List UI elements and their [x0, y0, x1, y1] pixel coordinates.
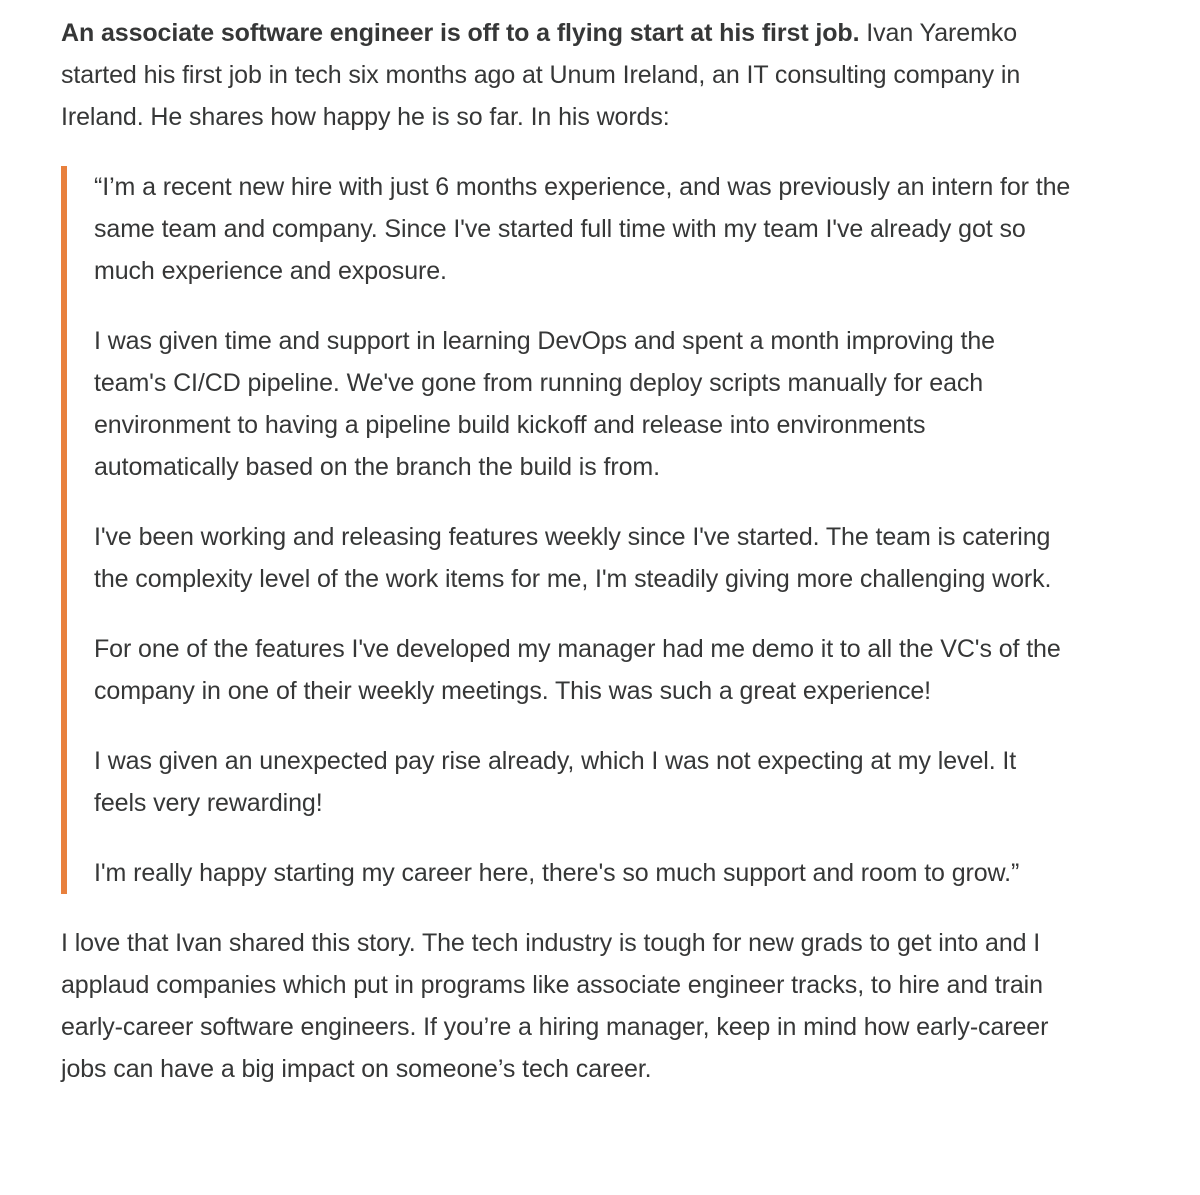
quote-paragraph: I'm really happy starting my career here, there's so much support and room to grow.”	[94, 859, 1020, 887]
testimonial-quote	[61, 166, 1074, 894]
quote-paragraph: I was given an unexpected pay rise already, which I was not expecting at my level. It feels very rewarding!	[94, 747, 1017, 817]
closing-paragraph: I love that Ivan shared this story. The tech industry is tough for new grads to get into and I applaud companies which put in programs like associate engineer tracks, to hire and train early-career software engineers. If you’re a hiring manager, keep in mind how early-career jobs can have a big impact on someone’s tech career.	[61, 929, 1049, 1083]
quote-paragraph: For one of the features I've developed my manager had me demo it to all the VC's of the company in one of their weekly meetings. This was such a great experience!	[94, 635, 1061, 705]
intro-lead: An associate software engineer is off to a flying start at his first job.	[61, 19, 860, 47]
quote-paragraph: “I’m a recent new hire with just 6 months experience, and was previously an intern for the same team and company. Since I've started full time with my team I've already got so much experience and exposure.	[94, 173, 1071, 285]
quote-paragraph: I've been working and releasing features weekly since I've started. The team is catering the complexity level of the work items for me, I'm steadily giving more challenging work.	[94, 523, 1052, 593]
quote-paragraph: I was given time and support in learning DevOps and spent a month improving the team's CI/CD pipeline. We've gone from running deploy scripts manually for each environment to having a pipeline build kickoff and release into environments automatically based on the branch the build is from.	[94, 327, 995, 481]
intro-paragraph	[61, 12, 1081, 138]
intro-text: Ivan Yaremko started his first job in tech six months ago at Unum Ireland, an IT consulting company in Ireland. He shares how happy he is so far. In his words:	[61, 19, 1021, 131]
article-body	[61, 12, 1081, 1090]
